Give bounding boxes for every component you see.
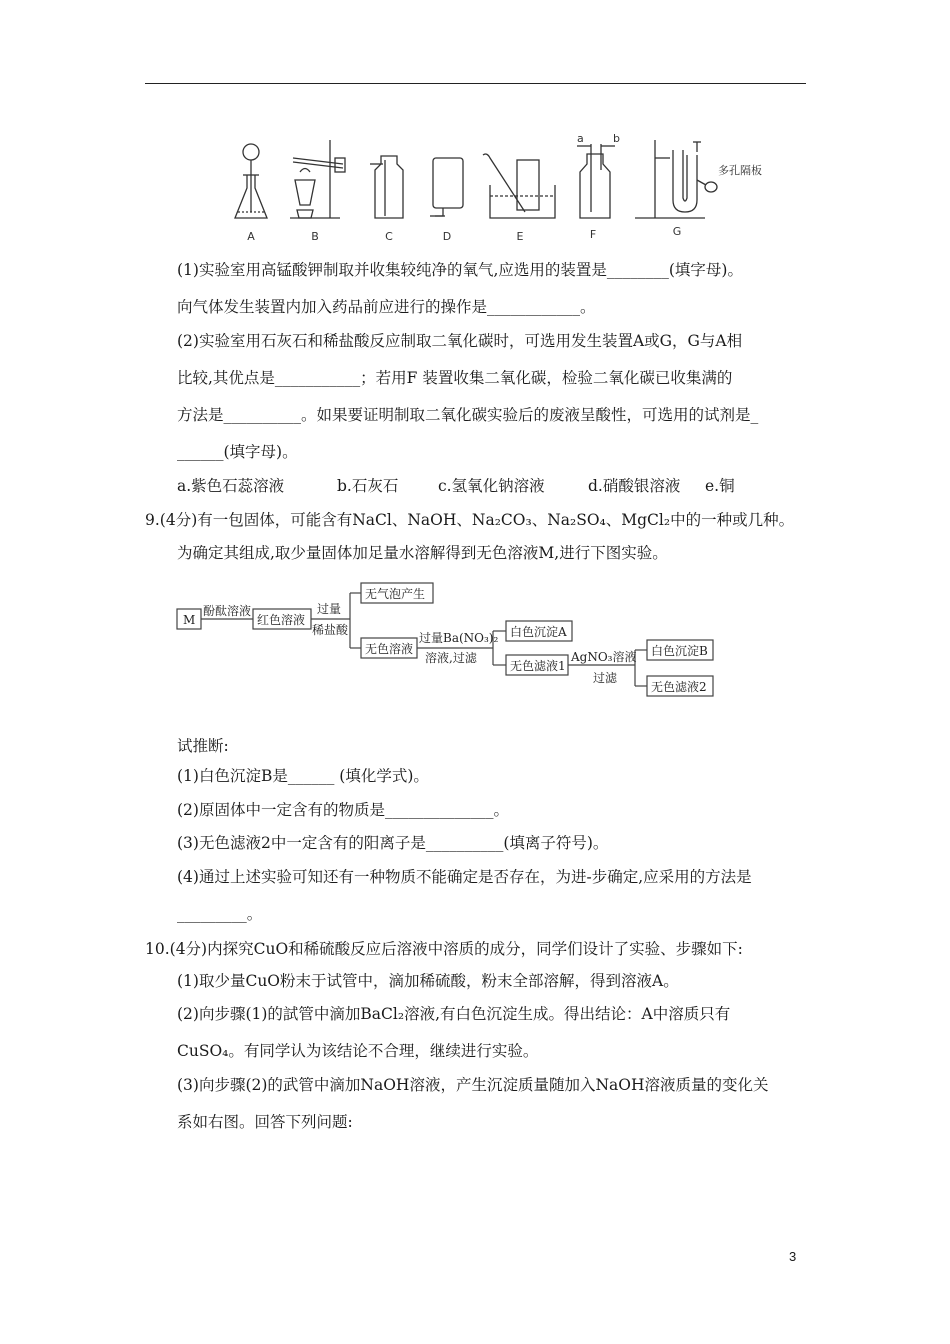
apparatus-b [290,140,345,218]
apparatus-g [635,140,717,218]
flow-arrow-excess: 过量 [317,602,342,616]
label-g: G [672,225,682,238]
apparatus-figure [225,130,762,245]
apparatus-c [370,156,403,218]
flow-arrow-agno3: AgNO₃溶液 [571,650,637,664]
q9-sub3: (3)无色滤液2中一定含有的阳离子是__________(填离子符号)。 [177,834,609,852]
flow-box-ppt-b: 白色沉淀B [651,644,708,658]
q8-option-c: c.氢氧化钠溶液 [438,477,545,495]
label-c: C [385,230,393,243]
q8-part2-line2: 比较,其优点是___________；若用F 装置收集二氧化碳，检验二氧化碳已收集满的 [177,369,733,387]
flow-box-red-solution: 红色溶液 [257,613,306,627]
apparatus-d [430,158,463,216]
q8-part1-line1: (1)实验室用高锰酸钾制取并收集较纯净的氧气,应选用的装置是________(填字母)。 [177,261,743,279]
label-b: B [311,230,319,243]
page-number: 3 [789,1249,797,1264]
q10-stem: 10.(4分)内探究CuO和稀硫酸反应后溶液中溶质的成分，同学们设计了实验、步骤如下: [145,940,743,958]
f-port-a: a [577,132,584,145]
q9-sub4-line1: (4)通过上述实验可知还有一种物质不能确定是否存在，为进-步确定,应采用的方法是 [177,868,752,886]
flow-box-filtrate-1: 无色滤液1 [510,659,566,673]
apparatus-f [577,144,615,218]
q8-part2-line3: 方法是__________。如果要证明制取二氧化碳实验后的废液呈酸性，可选用的试剂是_ [177,406,759,424]
q9-stem-line1: 9.(4分)有一包固体，可能含有NaCl、NaOH、Na₂CO₃、Na₂SO₄、MgCl₂中的一种或几种。 [145,511,795,529]
flow-arrow-filter-2: 过滤 [593,671,618,685]
q10-step2-line2: CuSO₄。有同学认为该结论不合理，继续进行实验。 [177,1042,539,1060]
q9-sub4-line2: _________。 [177,905,263,923]
q9-infer: 试推断: [177,737,229,755]
q10-step1: (1)取少量CuO粉末于试管中，滴加稀硫酸，粉末全部溶解，得到溶液A。 [177,972,679,990]
q8-part1-line2: 向气体发生装置内加入药品前应进行的操作是____________。 [177,298,596,316]
flow-arrow-phenolphthalein: 酚酞溶液 [203,604,252,618]
flow-arrow-dilute-hcl: 稀盐酸 [312,623,349,637]
label-d: D [442,230,452,243]
flow-box-filtrate-2: 无色滤液2 [651,680,707,694]
g-plate-note: 多孔隔板 [718,164,762,177]
q10-step3-line2: 系如右图。回答下列问题: [177,1113,353,1131]
q8-part2-line4: ______(填字母)。 [177,443,298,461]
label-f: F [589,228,597,241]
q8-part2-line1: (2)实验室用石灰石和稀盐酸反应制取二氧化碳时，可选用发生装置A或G，G与A相 [177,332,743,350]
q9-flowchart [175,578,735,703]
apparatus-e [483,154,555,218]
label-a: A [247,230,255,243]
q8-option-b: b.石灰石 [337,477,399,495]
flow-box-ppt-a: 白色沉淀A [510,625,567,639]
q9-sub2: (2)原固体中一定含有的物质是______________。 [177,801,509,819]
apparatus-a [235,144,267,218]
q10-step3-line1: (3)向步骤(2)的武管中滴加NaOH溶液，产生沉淀质量随加入NaOH溶液质量的变化关 [177,1076,769,1094]
q8-option-e: e.铜 [705,477,735,495]
q8-option-d: d.硝酸银溶液 [588,477,681,495]
header-rule [145,83,806,84]
f-port-b: b [613,132,620,145]
q9-sub1: (1)白色沉淀B是______ (填化学式)。 [177,767,429,785]
flow-box-colorless-solution: 无色溶液 [365,642,414,656]
q8-option-a: a.紫色石蕊溶液 [177,477,285,495]
flow-box-no-bubbles: 无气泡产生 [365,587,426,601]
flow-arrow-filter: 溶液,过滤 [425,651,477,665]
q10-step2-line1: (2)向步骤(1)的試管中滴加BaCl₂溶液,有白色沉淀生成。得出结论：A中溶质只有 [177,1005,731,1023]
flow-box-m: M [183,613,196,627]
flow-arrow-ba-nitrate: 过量Ba(NO₃)₂ [419,631,499,645]
q9-stem-line2: 为确定其组成,取少量固体加足量水溶解得到无色溶液M,进行下图实验。 [177,544,668,562]
label-e: E [516,230,524,243]
